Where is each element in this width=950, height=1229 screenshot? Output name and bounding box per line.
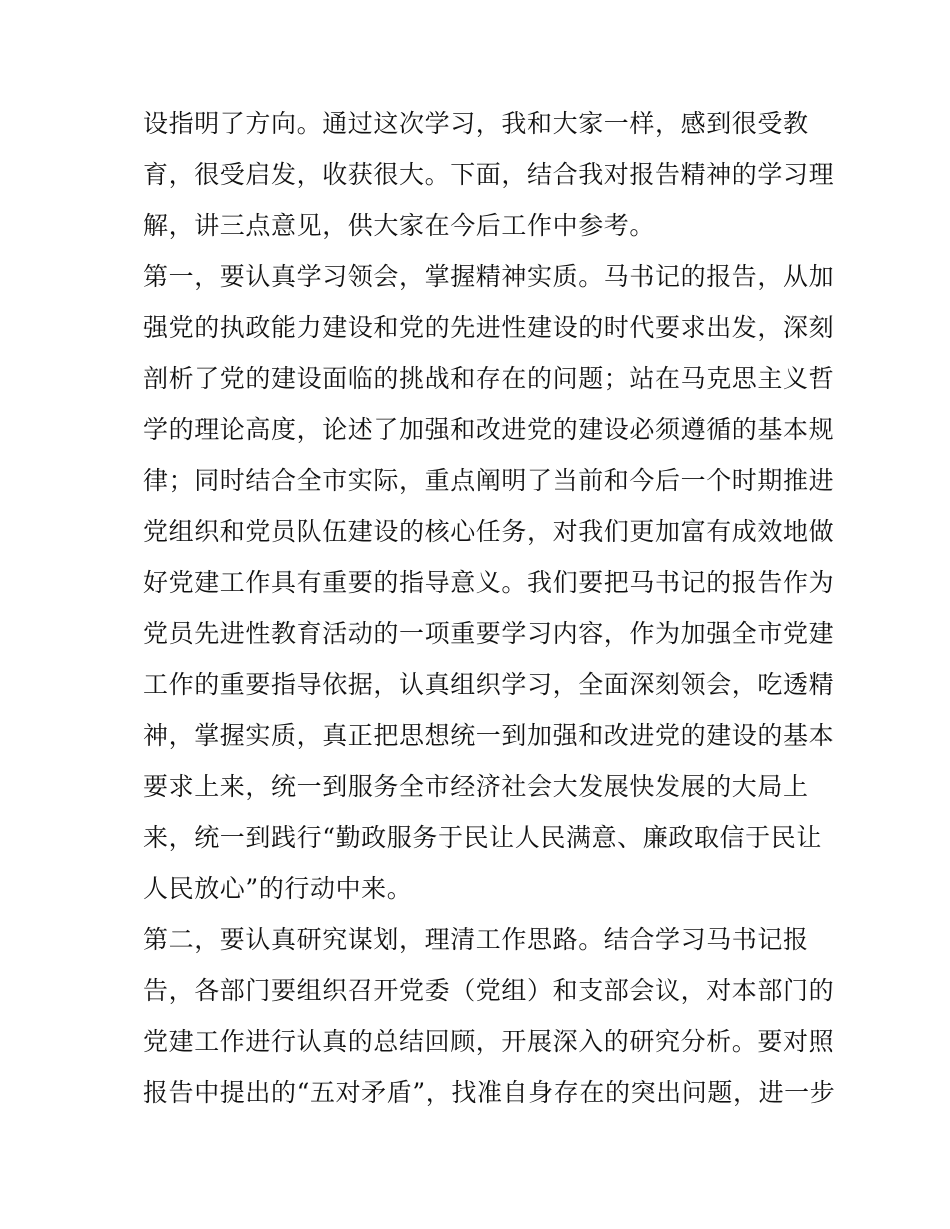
text-line: 育，很受启发，收获很大。下面，结合我对报告精神的学习理 [143, 160, 835, 189]
text-line: 要求上来，统一到服务全市经济社会大发展快发展的大局上 [143, 772, 809, 801]
text-line: 人民放心”的行动中来。 [143, 874, 413, 903]
body-text [143, 98, 836, 1118]
text-line: 第一，要认真学习领会，掌握精神实质。马书记的报告，从加 [143, 262, 835, 291]
text-line: 剖析了党的建设面临的挑战和存在的问题；站在马克思主义哲 [143, 364, 835, 393]
text-line: 强党的执政能力建设和党的先进性建设的时代要求出发，深刻 [143, 313, 835, 342]
text-line: 党组织和党员队伍建设的核心任务，对我们更加富有成效地做 [143, 517, 835, 546]
text-line: 好党建工作具有重要的指导意义。我们要把马书记的报告作为 [143, 568, 835, 597]
text-line: 报告中提出的“五对矛盾”，找准自身存在的突出问题，进一步 [143, 1078, 836, 1107]
text-line: 律；同时结合全市实际，重点阐明了当前和今后一个时期推进 [143, 466, 835, 495]
text-line: 学的理论高度，论述了加强和改进党的建设必须遵循的基本规 [143, 415, 835, 444]
text-line: 第二，要认真研究谋划，理清工作思路。结合学习马书记报 [143, 925, 809, 954]
text-line: 解，讲三点意见，供大家在今后工作中参考。 [143, 211, 656, 240]
text-line: 来，统一到践行“勤政服务于民让人民满意、廉政取信于民让 [143, 823, 822, 852]
text-line: 党员先进性教育活动的一项重要学习内容，作为加强全市党建 [143, 619, 835, 648]
text-line: 神，掌握实质，真正把思想统一到加强和改进党的建设的基本 [143, 721, 835, 750]
text-line: 设指明了方向。通过这次学习，我和大家一样，感到很受教 [143, 109, 809, 138]
text-line: 告，各部门要组织召开党委（党组）和支部会议，对本部门的 [143, 976, 835, 1005]
text-line: 工作的重要指导依据，认真组织学习，全面深刻领会，吃透精 [143, 670, 835, 699]
text-line: 党建工作进行认真的总结回顾，开展深入的研究分析。要对照 [143, 1027, 835, 1056]
